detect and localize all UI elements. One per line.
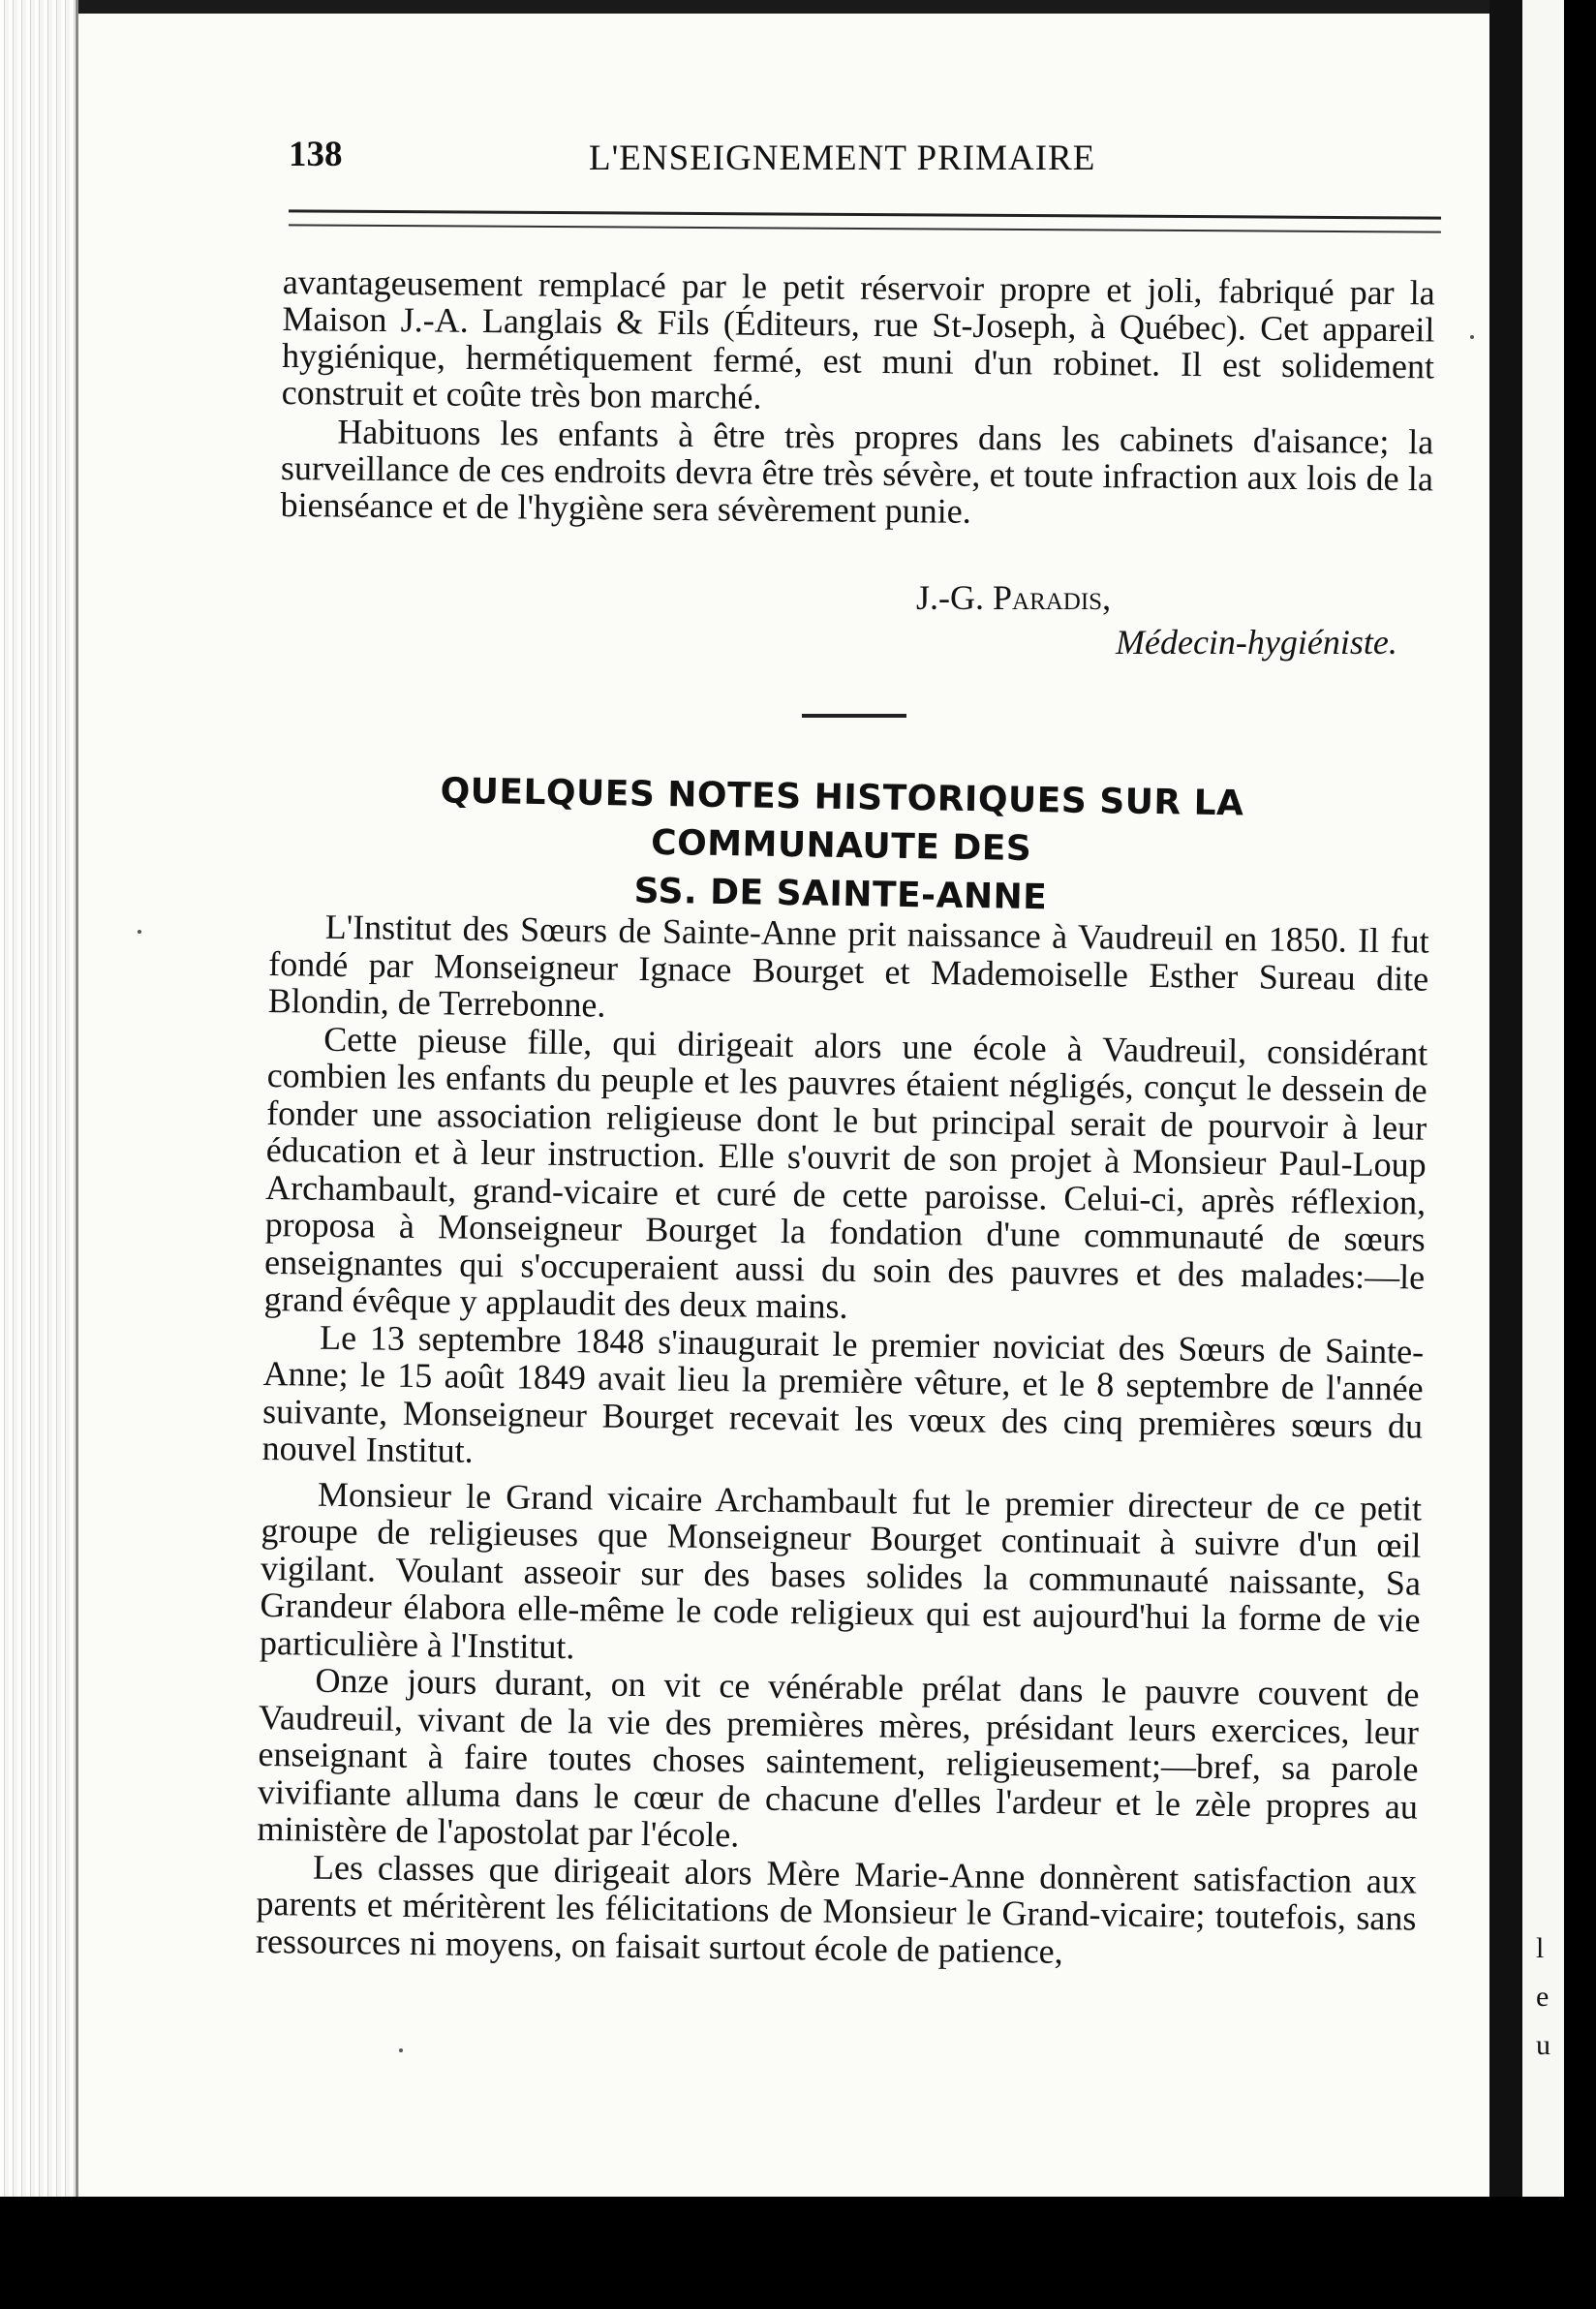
page-gutter-shadow	[1489, 0, 1522, 2197]
page-number: 138	[289, 135, 343, 174]
paragraph: Cette pieuse fille, qui dirigeait alors une école à Vaudreuil, considérant combien les enfants du peuple et les pauvres étaient négligés, conçut le dessein de fonder une association religieuse dont le but principal serait de pourvoir à leur éducation et à leur instruction. Elle s'ouvrit de son projet à Monsieur Paul-Loup Archambault, grand-vicaire et curé de cette paroisse. Celui-ci, après réflexion, proposa à Monseigneur Bourget la fondation d'une communauté de sœurs enseignantes qui s'occuperaient aussi du soin des pauvres et des malades:—le grand évêque y applaudit des deux mains.	[263, 1019, 1428, 1326]
facing-page-fragment: u	[1536, 2029, 1550, 2061]
section-separator	[802, 714, 906, 718]
paragraph: Onze jours durant, on vit ce vénérable prélat dans le pauvre couvent de Vaudreuil, vivant de la vie des premières mères, présidant leurs exercices, leur enseignant à faire toutes choses saintement, religieusement;—bref, sa parole vivifiante alluma dans le cœur de chacune d'elles l'ardeur et le zèle propres au ministère de l'apostolat par l'école.	[257, 1660, 1420, 1855]
header-rule	[289, 209, 1441, 232]
previous-article-text	[280, 263, 1435, 534]
paragraph: Les classes que dirigeait alors Mère Marie-Anne donnèrent satisfaction aux parents et méritèrent les félicitations de Monsieur le Grand-vicaire; toutefois, sans ressources ni moyens, on faisait surtout école de patience,	[255, 1847, 1418, 1971]
running-header	[289, 134, 1441, 182]
running-title: L'ENSEIGNEMENT PRIMAIRE	[589, 139, 1096, 178]
signature-name: J.-G. Paradis,	[916, 578, 1112, 617]
scan-speck	[399, 2048, 403, 2052]
facing-page-fragment: l	[1536, 1932, 1545, 1964]
paragraph: avantageusement remplacé par le petit réservoir propre et joli, fabriqué par la Maison J.-A. Langlais & Fils (Éditeurs, rue St-Joseph, à Québec). Cet appareil hygiénique, hermétiquement fermé, est muni d'un robinet. Il est solidement construit et coûte très bon marché.	[281, 262, 1435, 416]
scan-speck	[1470, 335, 1474, 339]
facing-page-fragment: e	[1536, 1981, 1550, 2013]
paragraph: Monsieur le Grand vicaire Archambault fut le premier directeur de ce petit groupe de religieuses que Monseigneur Bourget continuait à suivre d'un œil vigilant. Voulant asseoir sur des bases solides la communauté naissante, Sa Grandeur élabora elle-même le code religieux qui est aujourd'hui la forme de vie particulière à l'Institut.	[259, 1474, 1423, 1666]
paragraph: Habituons les enfants à être très propres dans les cabinets d'aisance; la surveillance de ces endroits devra être très sévère, et toute infraction aux lois de la bienséance et de l'hygiène sera sévèrement punie.	[280, 412, 1434, 531]
scan-speck	[138, 930, 141, 934]
article-body	[256, 908, 1429, 1975]
scan-top-edge	[76, 0, 1489, 14]
article-title-line-1: QUELQUES NOTES HISTORIQUES SUR LA COMMUNAUTE DES	[440, 771, 1244, 870]
paragraph: L'Institut des Sœurs de Sainte-Anne prit naissance à Vaudreuil en 1850. Il fut fondé par Monseigneur Ignace Bourget et Mademoiselle Esther Sureau dite Blondin, de Terrebonne.	[267, 907, 1429, 1025]
book-binding-edge	[0, 0, 78, 2197]
article-title-line-2: SS. DE SAINTE-ANNE	[633, 871, 1048, 918]
facing-page-sliver	[1522, 0, 1564, 2197]
signature-title: Médecin-hygiéniste.	[1116, 623, 1397, 662]
article-title	[289, 765, 1395, 928]
paragraph: Le 13 septembre 1848 s'inaugurait le premier noviciat des Sœurs de Sainte-Anne; le 15 août 1849 avait lieu la première vêture, et le 8 septembre de l'année suivante, Monseigneur Bourget recevait les vœux des cinq premières sœurs du nouvel Institut.	[261, 1317, 1425, 1470]
